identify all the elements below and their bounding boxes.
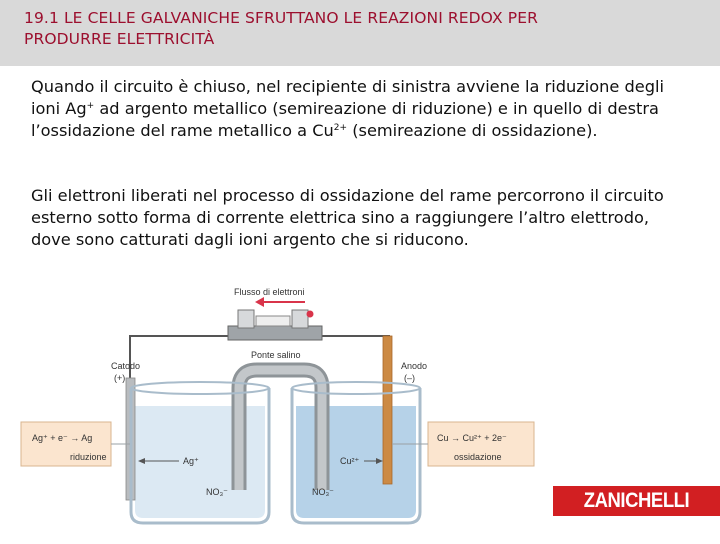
copper-electrode [383, 336, 392, 484]
paragraph-electron-flow: Gli elettroni liberati nel processo di ossidazione del rame percorrono il circuito esterno sotto forma di corrente elettrica sino a raggiungere l’altro elettrodo, dove sono catturati dagli ioni argento che si riducono. [31, 186, 664, 249]
meter-indicator [307, 311, 314, 318]
title-line-2: PRODURRE ELETTRICITÀ [24, 30, 215, 48]
p1-sup-2plus: 2+ [333, 123, 348, 133]
meter-lever [256, 316, 290, 326]
p1-text-a: Quando il circuito è chiuso, nel recipiente di sinistra avviene la riduzione degli ioni Ag [31, 77, 665, 118]
electron-flow-arrow-head [255, 297, 264, 307]
logo-text: ZANICHELLI [583, 489, 690, 512]
oxidation-label: ossidazione [454, 452, 502, 462]
zanichelli-logo [553, 486, 720, 516]
slide-header [0, 0, 720, 66]
left-nitrate-label: NO₃⁻ [206, 487, 228, 497]
galvanic-cell-diagram [0, 278, 540, 540]
cathode-label: Catodo [111, 361, 141, 371]
meter-right-terminal [292, 310, 308, 328]
copper-ion-label: Cu²⁺ [340, 456, 360, 466]
oxidation-equation: Cu → Cu²⁺ + 2e⁻ [437, 433, 507, 443]
reduction-equation: Ag⁺ + e⁻ → Ag [32, 433, 93, 443]
slide-title [24, 8, 704, 50]
meter-left-terminal [238, 310, 254, 328]
anode-label: Anodo [401, 361, 428, 371]
p1-sup-plus: + [86, 101, 95, 111]
electron-flow-label: Flusso di elettroni [234, 287, 305, 297]
left-beaker-rim [131, 382, 269, 394]
salt-bridge-label: Ponte salino [251, 350, 301, 360]
title-line-1: 19.1 LE CELLE GALVANICHE SFRUTTANO LE REAZIONI REDOX PER [24, 9, 538, 27]
silver-ion-label: Ag⁺ [183, 456, 199, 466]
galvanic-cell-figure [0, 278, 540, 540]
paragraph-reduction-oxidation [31, 76, 691, 142]
p1-text-b: ad argento metallico (semireazione di riduzione) e in quello di destra l’ossidazione del rame metallico a Cu [31, 99, 659, 140]
p1-text-c: (semireazione di ossidazione). [347, 121, 598, 140]
right-beaker-rim [292, 382, 420, 394]
right-nitrate-label: NO₃⁻ [312, 487, 334, 497]
anode-sign: (–) [404, 373, 415, 383]
reduction-label: riduzione [70, 452, 107, 462]
cathode-sign: (+) [114, 373, 126, 383]
